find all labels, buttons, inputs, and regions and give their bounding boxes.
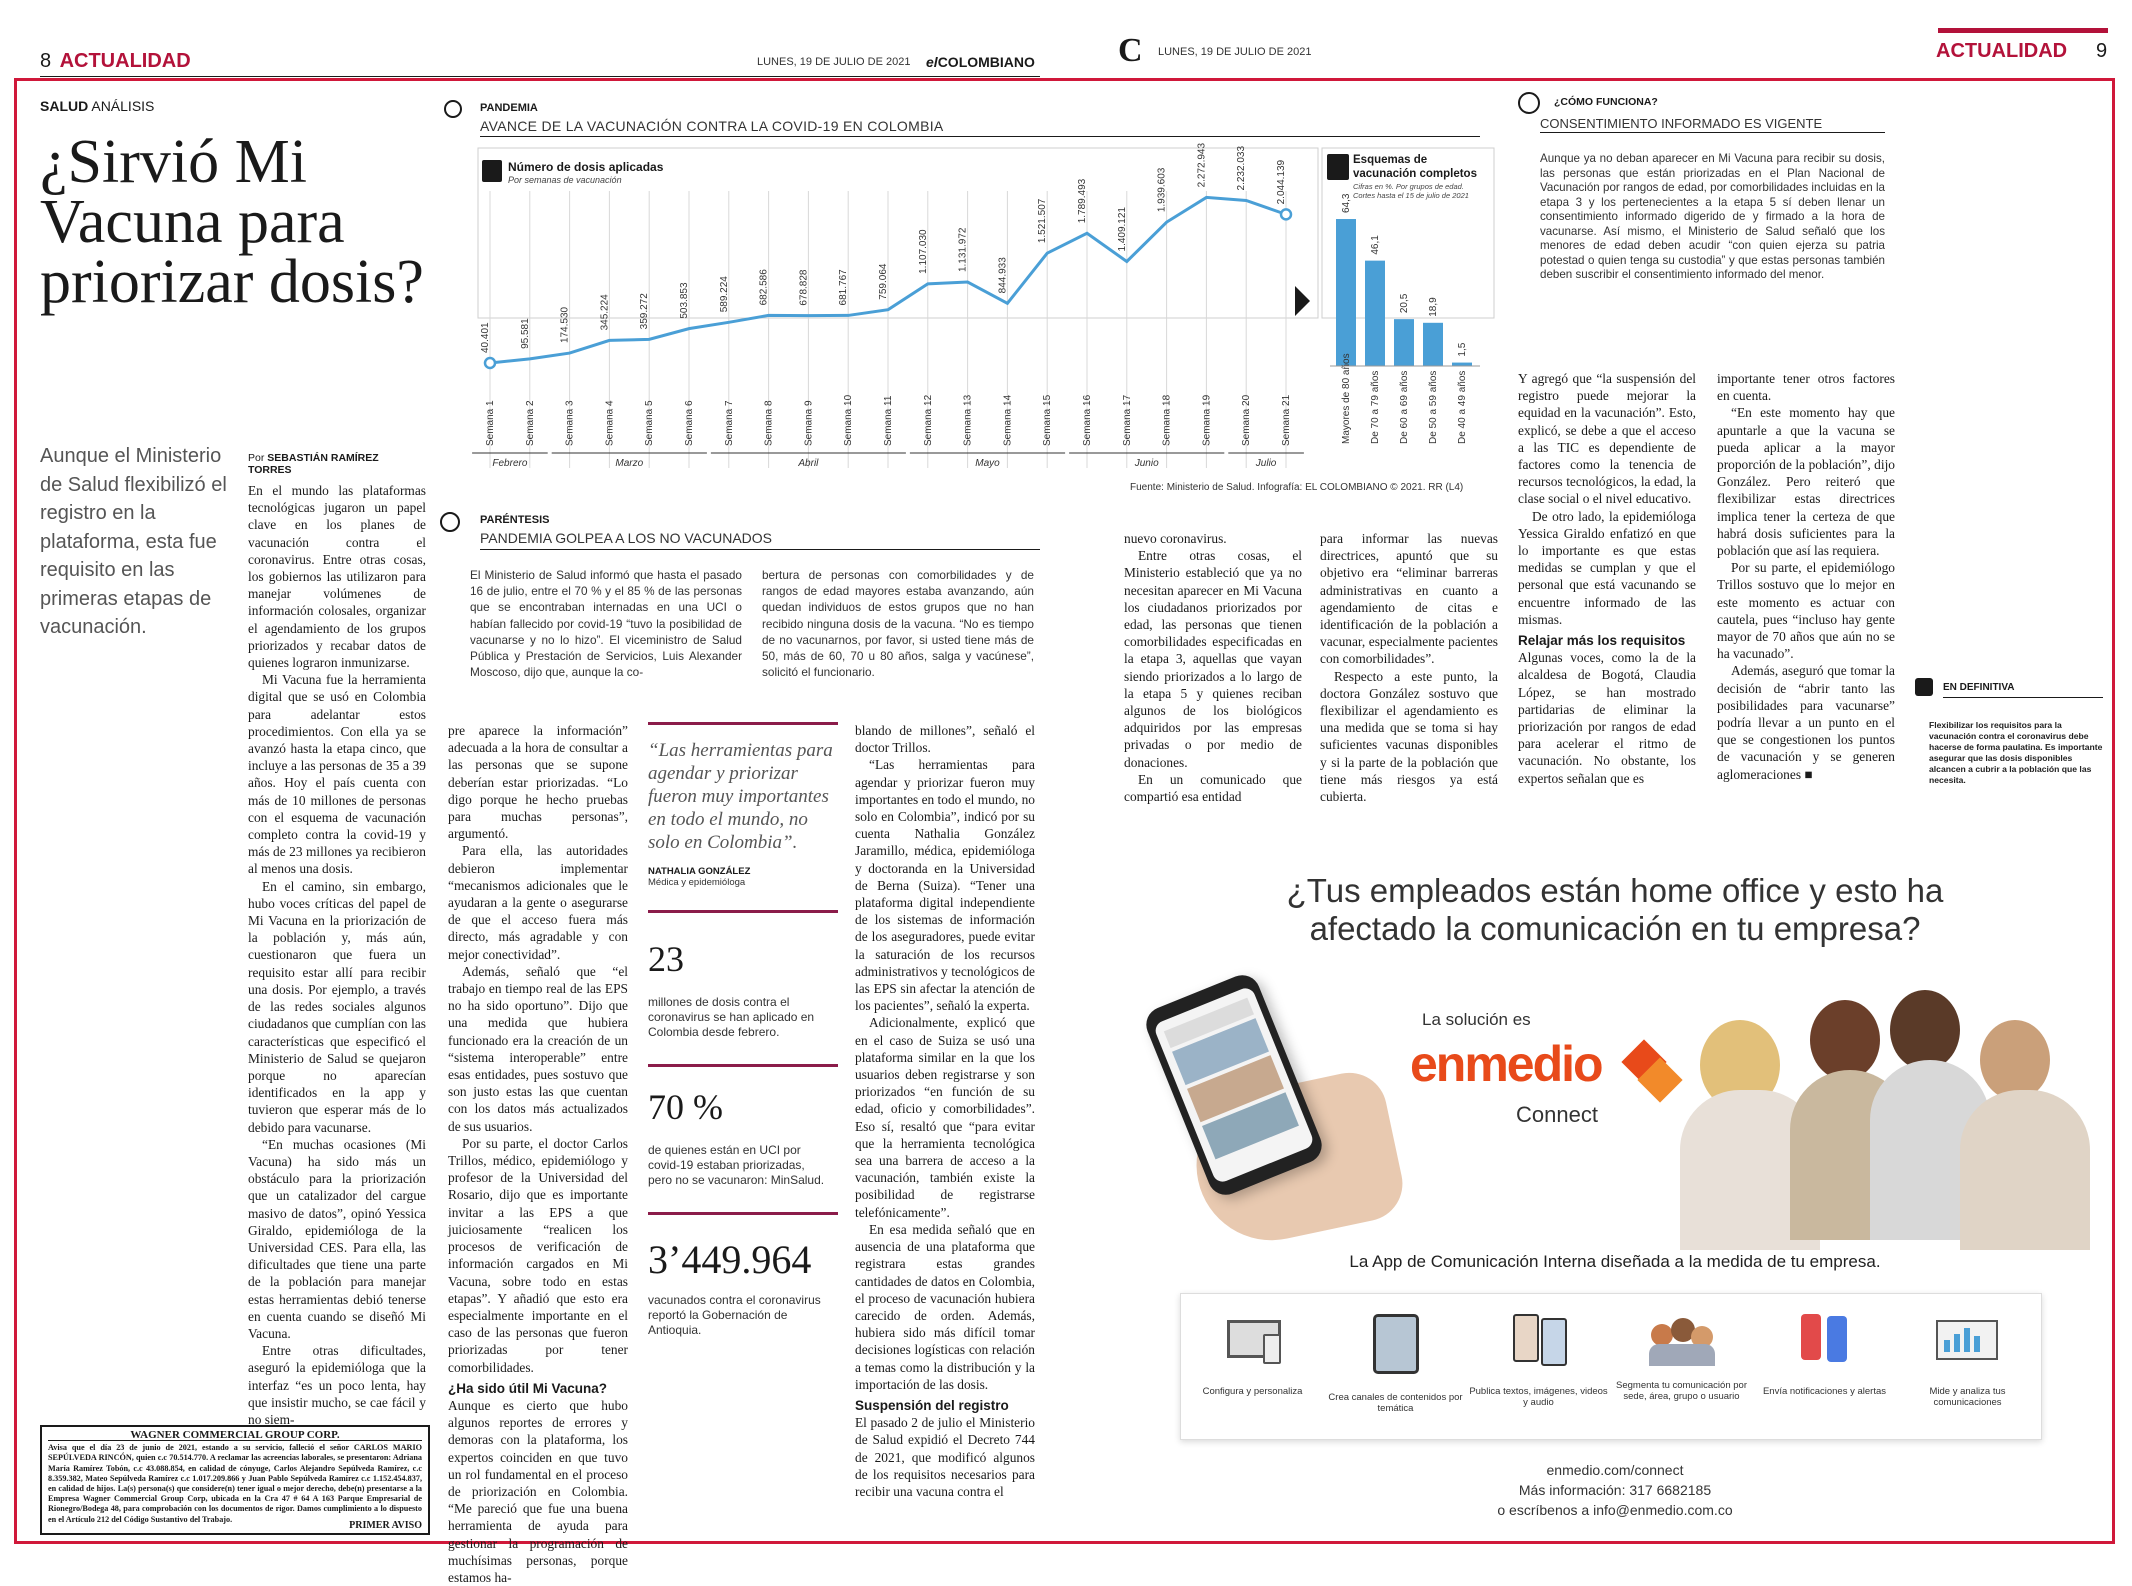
- data-label: 503.853: [679, 282, 690, 319]
- line-panel-sub: Por semanas de vacunación: [508, 175, 622, 185]
- media-icon: [1509, 1314, 1569, 1368]
- data-label: 589.224: [718, 276, 730, 313]
- paragraph: Aunque es cierto que hubo algunos reportes de errores y demoras con la plataforma, los expertos coinciden en que tuvo un rol fundamental en el proceso de priorización en Colombia. “Me pareció que fue una buena herramienta de ayuda para gestionar la programación de muchísimas personas, porque estamos ha-: [448, 1397, 628, 1585]
- como-funciona-box: [1518, 90, 2110, 345]
- ad-email-link[interactable]: o escríbenos a info@enmedio.com.co: [1497, 1502, 1733, 1518]
- infographic: [440, 96, 1500, 501]
- right-col-1: [1124, 530, 1302, 805]
- feature-label: Publica textos, imágenes, videos y audio: [1469, 1386, 1608, 1408]
- right-col-2: [1320, 530, 1498, 805]
- data-label: 682.586: [758, 269, 770, 306]
- paragraph: Y agregó que “la suspensión del registro puede mejorar la equidad en la vacunación”. Esto, explicó, se debe a que el acceso a las TIC es dependiente de factores como la tenencia de recursos tecnológicos, la edad, la clase social o el nivel educativo.: [1518, 371, 1696, 507]
- quote-name: NATHALIA GONZÁLEZ: [648, 866, 751, 877]
- tick-label: Semana 4: [604, 400, 616, 446]
- legal-notice-box: [40, 1425, 430, 1535]
- subheading: Suspensión del registro: [855, 1397, 1009, 1413]
- phone-screen: [1153, 985, 1316, 1184]
- tick-label: Semana 13: [962, 394, 974, 446]
- left-header-date: LUNES, 19 DE JULIO DE 2021: [757, 56, 911, 68]
- ad-info-line: Más información: 317 6682185: [1518, 1482, 1712, 1498]
- como-funciona-text: Aunque ya no deban aparecer en Mi Vacuna para recibir su dosis, las personas que están priorizadas en el Plan Nacional de Vacunación por rangos de edad, por comorbilidades incluidas en la etapa 3 y los pertenecientes a la etapa 5 sí deben llenar un consentimiento informado digerido de y firmado a la hora de vacunarse. Así mismo, el Ministerio de Salud señaló que los menores de edad deben acudir “con quien ejerza su patria potestad o quien tenga su custodia” y que estas personas también deben suscribir el consentimiento informado del menor.: [1540, 152, 1885, 281]
- ad-headline-1: ¿Tus empleados están home office y esto ha: [1286, 872, 1944, 909]
- data-label: 2.044.139: [1276, 159, 1287, 205]
- right-col-3: [1518, 370, 1696, 798]
- parentesis-col-2: bertura de personas con comorbilidades y de rangos de edad mayores estaba avanzando, aún quedan individuos de estos grupos que no han recibido ninguna dosis de la vacuna. “No es tiempo de no vacunarnos, por favor, si usted tiene más de 50, más de 60, 70 u 80 años, salga y vacúnese”, solicitó el funcionario.: [762, 568, 1034, 680]
- infographic-title: AVANCE DE LA VACUNACIÓN CONTRA LA COVID-19 EN COLOMBIA: [480, 118, 944, 134]
- devices-icon: [1223, 1314, 1283, 1364]
- parentesis-title: PANDEMIA GOLPEA A LOS NO VACUNADOS: [480, 530, 773, 546]
- infographic-kicker: PANDEMIA: [480, 102, 538, 114]
- paragraph: Por su parte, el epidemiólogo Trillos sostuvo que lo mejor en este momento es actuar con cautela, pues “incluso hay gente mayor de 70 años que aún no se ha vacunado”.: [1717, 560, 1895, 662]
- paragraph: pre aparece la información” adecuada a la hora de consultar a las personas que se supone deberían estar priorizadas. “Lo digo porque he hecho pruebas para muchas personas”, argumentó.: [448, 723, 628, 842]
- ad-brand: enmedio: [1410, 1036, 1602, 1092]
- tick-label: Semana 19: [1201, 394, 1213, 446]
- paragraph: Además, señaló que “el trabajo en tiempo real de las EPS no ha sido oportuno”. Dijo que una medida que hubiera funcionado era la creación de un “sistema interoperable” entre esas entidades, pues sostuvo que son justo estas las que cuentan con los datos más actualizados de sus usuarios.: [448, 963, 628, 1134]
- stat-value: 70 %: [648, 1087, 723, 1127]
- quote-top-bar: [648, 722, 838, 725]
- feature-item: [1896, 1314, 2039, 1408]
- notice-text: Avisa que el día 23 de junio de 2021, estando a su servicio, falleció el señor CARLOS MARIO SEPÚLVEDA RINCÓN, quien c.c 70.514.770. A reclamar las acreencias laborales, se presentaron: Adriana María Ramírez Tobón, c.c 43.088.854, en calidad de cónyuge, Carlos Alejandro Sepúlveda Ramírez, c.c 8.359.382, Mateo Sepúlveda Ramírez c.c 1.017.209.866 y Juan Pablo Sepúlveda Ramírez c.c 1.152.454.837, en calidad de hijos. La(s) persona(s) que considere(n) tener igual o mejor derecho, debe(n) presentarse a la Empresa Wagner Commercial Group Corp, ubicada en la Cra 47 # 64 A 163 Parque Empresarial de Rionegro/Bodega 48, para comprobación con los documentos de rigor. Damos cumplimiento a lo dispuesto en el Artículo 212 del Código Sustantivo del Trabajo.: [48, 1443, 422, 1524]
- ad-headline-2: afectado la comunicación en tu empresa?: [1309, 910, 1921, 947]
- parentesis-icon: [440, 512, 460, 532]
- bar-value-label: 1,5: [1457, 342, 1468, 357]
- paragraph: Respecto a este punto, la doctora González sostuvo que flexibilizar el agendamiento es una medida que se toma si hay suficientes vacunas disponibles y si la parte de la población que tiene más riesgos ya está cubierta.: [1320, 668, 1498, 805]
- analytics-icon: [1936, 1314, 2000, 1368]
- paragraph: Entre otras cosas, el Ministerio estableció que ya no necesitan aparecer en Mi Vacuna los ciudadanos priorizados por edad, las personas que tienen comorbilidades especificadas en la etapa 3, aquellas que vayan siendo priorizados a lo largo de la etapa 5 y quienes reciban algunos de los biológicos adquiridos por las empresas privadas o por medio de donaciones.: [1124, 548, 1302, 770]
- data-label: 40.401: [480, 322, 491, 354]
- month-label: Febrero: [492, 458, 528, 469]
- data-label: 174.530: [559, 306, 571, 344]
- como-funciona-rule: [1540, 132, 1885, 133]
- people-photo: [1660, 960, 2100, 1230]
- line-panel-title: Número de dosis aplicadas: [508, 160, 664, 174]
- line-start-point: [485, 358, 495, 368]
- paragraph: Mi Vacuna fue la herramienta digital que se usó en Colombia para adelantar estos procedimientos. Con ella ya se avanzó hasta la etapa cinco, que incluye a las personas de 35 a 39 años. Hoy el país cuenta con más de 10 millones de personas con el esquema de vacunación completo contra la covid-19 y más de 23 millones ya recibieron al menos una dosis.: [248, 672, 426, 877]
- tick-label: Semana 10: [843, 394, 855, 446]
- line-panel-icon: [482, 160, 502, 182]
- tick-label: Semana 1: [485, 400, 496, 446]
- phone-hand-illustration[interactable]: [1156, 975, 1376, 1225]
- pull-quote: “Las herramientas para agendar y priorizar fueron muy importantes en todo el mundo, no solo en Colombia”.: [648, 740, 833, 853]
- tick-label: Semana 18: [1161, 394, 1173, 446]
- data-label: 844.933: [997, 257, 1009, 294]
- ad-solution-label: La solución es: [1422, 1010, 1531, 1029]
- bar-category-label: De 40 a 49 años: [1457, 370, 1468, 444]
- bar-panel-sub: Cifras en %. Por grupos de edad. Cortes hasta el 15 de julio de 2021: [1353, 182, 1469, 200]
- data-label: 2.272.943: [1196, 142, 1208, 188]
- paragraph: Además, aseguró que tomar la decisión de “abrir tanto las posibilidades para vacunarse” podría llevar a un punto en el que se congestionen los puntos de vacunación y se generen aglomeraciones ■: [1717, 663, 1895, 782]
- feature-item: [1753, 1314, 1896, 1397]
- tick-label: Semana 14: [1002, 394, 1014, 446]
- tick-label: Semana 5: [644, 400, 656, 446]
- paragraph: Por su parte, el doctor Carlos Trillos, médico, epidemiólogo y profesor de la Universidad del Rosario, dijo que es importante invitar a las EPS a que juiciosamente “realicen los procesos de verificación de información cargados en Mi Vacuna, sobre todo en estas etapas”. Y añadió que esto era especialmente importante en el caso de las personas que fueron priorizadas por tener comorbilidades.: [448, 1135, 628, 1375]
- data-label: 678.828: [798, 269, 810, 306]
- data-label: 1.521.507: [1037, 198, 1049, 244]
- tick-label: Semana 16: [1082, 394, 1093, 446]
- stat-1: [648, 939, 838, 1040]
- paragraph: En un comunicado que compartió esa entidad: [1124, 771, 1302, 805]
- newspaper-logo-icon: C: [1118, 32, 1143, 69]
- paragraph: Adicionalmente, explicó que en el caso de Suiza se usó una plataforma similar en la que los usuarios deben registrarse y son priorizados “en función de su edad, oficio y comorbilidades”. Eso sí, resaltó que “para evitar que la herramienta tecnológica sea una barrera de acceso a la vacunación, también existe la posibilidad de registrarse telefónicamente”.: [855, 1015, 1035, 1220]
- bar: [1423, 323, 1443, 366]
- headline: ¿Sirvió Mi Vacuna para priorizar dosis?: [40, 128, 424, 316]
- bar-category-label: De 50 a 59 años: [1428, 370, 1439, 444]
- paragraph: Entre otras dificultades, aseguró la epidemióloga que la interfaz “es un poco lenta, hay que insistir mucho, se cae fácil y no siem-: [248, 1343, 426, 1427]
- data-label: 95.581: [519, 318, 531, 349]
- paragraph: De otro lado, la epidemióloga Yessica Giraldo enfatizó en que lo importante es que estas medidas se cumplan y que el personal que está vacunando se encuentre informado de las mismas.: [1518, 508, 1696, 627]
- bar-value-label: 64,3: [1341, 193, 1352, 214]
- subheading: ¿Ha sido útil Mi Vacuna?: [448, 1380, 608, 1396]
- bar-category-label: Mayores de 80 años: [1341, 353, 1352, 444]
- ad-brand-sub: Connect: [1516, 1102, 1598, 1127]
- feature-label: Crea canales de contenidos por temática: [1328, 1392, 1463, 1414]
- paragraph: El pasado 2 de julio el Ministerio de Salud expidió el Decreto 744 de 2021, que modificó algunos de los requisitos necesarios para recibir una vacuna contra el: [855, 1415, 1035, 1499]
- tick-label: Semana 21: [1281, 394, 1292, 446]
- stat-desc: de quienes están en UCI por covid-19 estaban priorizadas, pero no se vacunaron: MinSalud.: [648, 1143, 825, 1187]
- line-end-point: [1281, 209, 1291, 219]
- article-col-4: [855, 722, 1035, 1537]
- paragraph: blando de millones”, señaló el doctor Trillos.: [855, 723, 1035, 756]
- right-header-date: LUNES, 19 DE JULIO DE 2021: [1158, 46, 1312, 58]
- tick-label: Semana 3: [564, 400, 576, 446]
- byline: Por SEBASTIÁN RAMÍREZ TORRES: [248, 452, 379, 476]
- quote-stats-column: [648, 722, 838, 1522]
- infographic-source: Fuente: Ministerio de Salud. Infografía: EL COLOMBIANO © 2021. RR (L4): [1130, 482, 1464, 493]
- paragraph: “Las herramientas para agendar y priorizar fueron muy importantes en todo el mundo, no solo en Colombia”, indicó por su cuenta Nathalia González Jaramillo, médica, epidemióloga y doctoranda en la Universidad de Berna (Suiza). “Tener una plataforma digital independiente de los sistemas de información de los aseguradores, puede evitar la saturación de los recursos administrativos y tecnológicos de las EPS sin afectar la atención de los pacientes”, señaló la experta.: [855, 757, 1036, 1014]
- feature-item: [1324, 1314, 1467, 1414]
- tick-label: Semana 15: [1042, 394, 1054, 446]
- right-page-header: [1118, 32, 2108, 76]
- newspaper-brand: elCOLOMBIANO: [926, 54, 1035, 70]
- phones-icon: [1795, 1314, 1855, 1368]
- advertisement: [1120, 820, 2110, 1535]
- paragraph: para informar las nuevas directrices, apuntó que su objetivo era “eliminar barreras administrativas en cuanto a agendamiento de citas e identificación de la población a vacunar, especialmente pacientes con comorbilidades”.: [1320, 531, 1498, 667]
- bar: [1336, 219, 1356, 366]
- data-label: 345.224: [599, 294, 611, 331]
- paragraph: En el camino, sin embargo, hubo voces críticas del papel de Mi Vacuna en la priorización de la población y, más aún, cuestionaron que fuera un requisito estar allí para recibir una dosis. Por ejemplo, a través de las redes sociales algunos ciudadanos que cumplían con las características que especificó el Ministerio de Salud se quejaron porque no aparecían identificados en la app y tuvieron que esperar más de lo debido para vacunarse.: [248, 878, 426, 1135]
- feature-item: [1610, 1314, 1753, 1402]
- bar: [1452, 363, 1472, 366]
- tick-label: Semana 17: [1121, 394, 1133, 446]
- paragraph: Para ella, las autoridades debieron implementar “mecanismos adicionales que le ayudaran a la gente o asegurarse de que el acceso fuera más directo, más agradable y con mejor conectividad”.: [448, 843, 628, 962]
- como-funciona-kicker: ¿CÓMO FUNCIONA?: [1554, 96, 1658, 108]
- data-label: 1.939.603: [1156, 167, 1168, 213]
- month-label: Junio: [1134, 458, 1159, 469]
- data-label: 1.107.030: [917, 229, 929, 274]
- data-label: 359.272: [639, 293, 651, 330]
- data-label: 1.409.121: [1116, 206, 1128, 252]
- en-definitiva-icon: [1915, 678, 1933, 696]
- bar-value-label: 18,9: [1428, 297, 1439, 317]
- stat-value: 3’449.964: [648, 1237, 812, 1282]
- left-section-label: ACTUALIDAD: [59, 50, 191, 72]
- feature-label: Configura y personaliza: [1202, 1386, 1303, 1397]
- data-label: 759.064: [878, 263, 889, 300]
- feature-label: Segmenta tu comunicación por sede, área, grupo o usuario: [1616, 1380, 1747, 1402]
- paragraph: “En muchas ocasiones (Mi Vacuna) ha sido más un obstáculo para la priorización que un catalizador del cargue masivo de datos”, opinó Yessica Giraldo, epidemióloga de la Universidad CES. Para ella, las dificultades que tiene una parte de la población para manejar estas herramientas debió tenerse en cuenta cuando se diseñó Mi Vacuna.: [248, 1136, 426, 1341]
- ad-tagline: La App de Comunicación Interna diseñada a la medida de tu empresa.: [1349, 1252, 1881, 1271]
- bar-value-label: 20,5: [1399, 293, 1410, 314]
- bar: [1365, 261, 1385, 366]
- quote-role: Médica y epidemióloga: [648, 877, 746, 888]
- stat-desc: millones de dosis contra el coronavirus se han aplicado en Colombia desde febrero.: [648, 995, 815, 1039]
- tick-label: Semana 20: [1241, 394, 1253, 446]
- left-page-number: 8: [40, 50, 52, 72]
- paragraph: nuevo coronavirus.: [1124, 531, 1227, 546]
- tick-label: Semana 6: [684, 400, 695, 446]
- en-definitiva-text: Flexibilizar los requisitos para la vacunación contra el coronavirus debe hacerse de forma paulatina. Es importante asegurar que las dosis disponibles alcancen a cubrir a la población que las necesita.: [1929, 720, 2103, 785]
- stat-divider: [648, 1212, 838, 1215]
- en-definitiva-kicker: EN DEFINITIVA: [1943, 682, 2015, 693]
- stat-desc: vacunados contra el coronavirus reportó la Gobernación de Antioquia.: [648, 1293, 821, 1337]
- como-funciona-title: CONSENTIMIENTO INFORMADO ES VIGENTE: [1540, 116, 1823, 131]
- tick-label: Semana 11: [883, 395, 894, 446]
- en-definitiva-box: [1915, 678, 2110, 828]
- paragraph: Algunas voces, como la de la alcaldesa de Bogotá, Claudia López, se han mostrado partidarias de eliminar la priorización por rangos de edad para acelerar el ritmo de vacunación. No obstante, los expertos señalan que es: [1518, 650, 1696, 786]
- paragraph: En esa medida señaló que en ausencia de una plataforma que registrara estas grandes cantidades de datos en Colombia, el proceso de vacunación hubiera carecido de orden. Además, hubiera sido más difícil tomar decisiones logísticas con relación a temas como la distribución y la importación de las dosis.: [855, 1221, 1035, 1392]
- paragraph: “En este momento hay que apuntarle a que la vacuna se pueda aplicar a la mayor proporción de la población”, dijo González. Pero reiteró que flexibilizar estas directrices implica tener la certeza de que habrá dosis suficientes para la población que así las requiera.: [1717, 405, 1895, 559]
- ad-url-link[interactable]: enmedio.com/connect: [1546, 1462, 1684, 1478]
- parentesis-rule: [480, 549, 1040, 550]
- right-page-number: 9: [2096, 40, 2108, 62]
- bar-panel-icon: [1327, 154, 1349, 180]
- subheading: Relajar más los requisitos: [1518, 633, 1686, 649]
- month-label: Julio: [1255, 458, 1277, 469]
- notice-title: WAGNER COMMERCIAL GROUP CORP.: [48, 1430, 422, 1441]
- stat-2: [648, 1087, 838, 1188]
- paragraph: En el mundo las plataformas tecnológicas jugaron un papel clave en los planes de vacunación contra el coronavirus. Entre otras cosas, los gobiernos las utilizaron para manejar volúmenes de información colosales, organizar el agendamiento de los grupos priorizados y recabar datos de quienes lograron inmunizarse.: [248, 483, 426, 671]
- feature-item: [1467, 1314, 1610, 1408]
- data-label: 681.767: [838, 269, 850, 306]
- stat-value: 23: [648, 939, 684, 979]
- bar-category-label: De 60 a 69 años: [1399, 370, 1410, 444]
- left-page-header: [40, 50, 1040, 78]
- como-funciona-icon: [1518, 92, 1540, 114]
- notice-tag: PRIMER AVISO: [349, 1519, 422, 1531]
- article-col-1: [248, 482, 426, 1427]
- paragraph: importante tener otros factores en cuenta.: [1717, 371, 1895, 404]
- phone-hand-icon: [1373, 1314, 1419, 1374]
- article-col-2: [448, 722, 628, 1585]
- feature-item: [1181, 1314, 1324, 1397]
- article-kicker: SALUD ANÁLISIS: [40, 98, 155, 114]
- data-label: 2.232.033: [1236, 145, 1248, 191]
- bar: [1394, 319, 1414, 366]
- month-label: Marzo: [615, 458, 644, 469]
- right-section-bar: [1938, 28, 2108, 33]
- bar-value-label: 46,1: [1370, 235, 1381, 255]
- people-icon: [1647, 1314, 1717, 1368]
- right-section-label: ACTUALIDAD: [1936, 40, 2068, 62]
- parentesis-col-1: El Ministerio de Salud informó que hasta el pasado 16 de julio, entre el 70 % y el 85 % de las personas que se encontraban internadas en una UCI o habían fallecido por covid-19 “tuvo la posibilidad de vacunarse y no lo hizo”. El viceministro de Salud Pública y Prestación de Servicios, Luis Alexander Moscoso, dijo que, aunque la co-: [470, 568, 742, 680]
- tick-label: Semana 2: [524, 400, 536, 446]
- feature-label: Mide y analiza tus comunicaciones: [1929, 1386, 2006, 1408]
- quote-bottom-bar: [648, 910, 838, 913]
- data-label: 1.789.493: [1077, 178, 1088, 224]
- tick-label: Semana 8: [763, 400, 775, 446]
- parentesis-kicker: PARÉNTESIS: [480, 514, 550, 526]
- feature-label: Envía notificaciones y alertas: [1762, 1386, 1887, 1397]
- tick-label: Semana 9: [803, 400, 815, 446]
- month-label: Mayo: [975, 458, 1000, 469]
- data-label: 1.131.972: [957, 227, 969, 273]
- bar-panel-title: Esquemas de vacunación completos: [1353, 154, 1477, 180]
- stat-3: [648, 1239, 838, 1338]
- stat-divider: [648, 1064, 838, 1067]
- parentesis-box: [440, 510, 1040, 705]
- bar-category-label: De 70 a 79 años: [1370, 370, 1381, 444]
- ad-features-panel: [1180, 1293, 2042, 1440]
- article-dek: Aunque el Ministerio de Salud flexibilizó el registro en la plataforma, esta fue requisito en las primeras etapas de vacunación.: [40, 445, 227, 638]
- tick-label: Semana 12: [922, 394, 934, 446]
- right-col-4: [1717, 370, 1895, 798]
- tick-label: Semana 7: [723, 400, 735, 446]
- en-definitiva-rule: [1943, 697, 2103, 698]
- month-label: Abril: [798, 458, 819, 469]
